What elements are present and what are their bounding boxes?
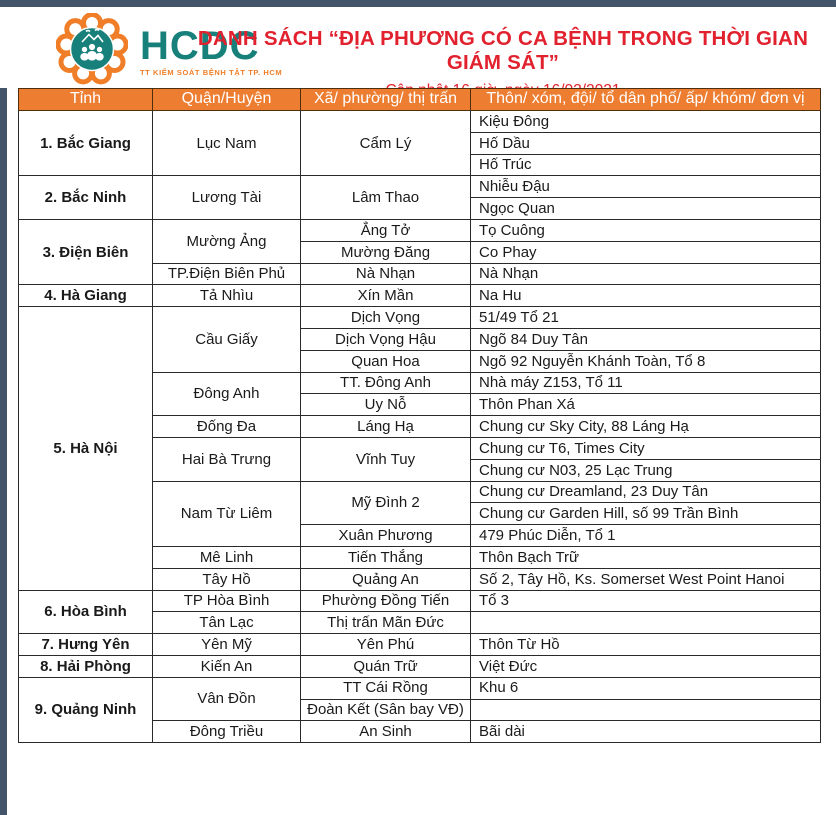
cell-location: Ngõ 84 Duy Tân [471,328,821,350]
cell-province: 4. Hà Giang [19,285,153,307]
cell-district: Tây Hồ [153,568,301,590]
cell-province: 5. Hà Nội [19,307,153,590]
cell-ward: Dịch Vọng Hậu [301,328,471,350]
cell-district: Tân Lạc [153,612,301,634]
cell-location: Thôn Bạch Trữ [471,546,821,568]
cell-ward: Uy Nỗ [301,394,471,416]
cell-ward: Tiến Thắng [301,546,471,568]
cell-district: Tả Nhìu [153,285,301,307]
table-header-row [19,89,821,111]
cell-ward: Nà Nhạn [301,263,471,285]
cell-location: Hố Trúc [471,154,821,176]
cell-district: Lương Tài [153,176,301,220]
cell-location: Hố Dầu [471,132,821,154]
cell-ward: Láng Hạ [301,416,471,438]
cell-ward: Cẩm Lý [301,111,471,176]
cell-location: Tổ 3 [471,590,821,612]
hcdc-logo-icon [56,13,128,90]
cell-district: TP Hòa Bình [153,590,301,612]
cell-ward: Xín Mần [301,285,471,307]
table-row [19,111,821,133]
cell-location: Chung cư Dreamland, 23 Duy Tân [471,481,821,503]
cell-ward: Yên Phú [301,634,471,656]
cell-district: Vân Đồn [153,677,301,721]
cell-ward: Quảng An [301,568,471,590]
cell-location: Chung cư Sky City, 88 Láng Hạ [471,416,821,438]
cell-ward: Ẳng Tở [301,219,471,241]
cell-location: Co Phay [471,241,821,263]
cell-location: Tọ Cuông [471,219,821,241]
cell-district: Mường Ảng [153,219,301,263]
table-row [19,634,821,656]
cell-location: Chung cư N03, 25 Lạc Trung [471,459,821,481]
cell-ward: Quan Hoa [301,350,471,372]
cell-ward: Vĩnh Tuy [301,437,471,481]
cell-district: Nam Từ Liêm [153,481,301,546]
table-row [19,655,821,677]
page-title: DANH SÁCH “ĐỊA PHƯƠNG CÓ CA BỆNH TRONG THỜI GIAN GIÁM SÁT” [197,27,809,74]
cell-location: Thôn Từ Hồ [471,634,821,656]
cell-district: TP.Điện Biên Phủ [153,263,301,285]
hcdc-tagline: TT KIỂM SOÁT BỆNH TẬT TP. HCM [140,68,283,77]
cell-ward: Phường Đồng Tiến [301,590,471,612]
cell-location: Kiệu Đông [471,111,821,133]
table-row [19,590,821,612]
cell-district: Hai Bà Trưng [153,437,301,481]
cell-location: Ngọc Quan [471,198,821,220]
cell-ward: Xuân Phương [301,525,471,547]
cell-ward: TT. Đông Anh [301,372,471,394]
cell-district: Mê Linh [153,546,301,568]
cell-location: Việt Đức [471,655,821,677]
table-row [19,677,821,699]
cell-ward: Mường Đăng [301,241,471,263]
cell-district: Lục Nam [153,111,301,176]
cell-location [471,699,821,721]
cell-ward: Lâm Thao [301,176,471,220]
hcdc-wordmark: HCDC [140,24,260,68]
table-row [19,176,821,198]
cell-district: Đông Anh [153,372,301,416]
cell-ward: Đoàn Kết (Sân bay VĐ) [301,699,471,721]
cell-location: Nà Nhạn [471,263,821,285]
cell-location: Na Hu [471,285,821,307]
table-row [19,219,821,241]
cell-district: Đông Triều [153,721,301,743]
cell-province: 6. Hòa Bình [19,590,153,634]
cell-ward: Thị trấn Mãn Đức [301,612,471,634]
column-header: Quận/Huyện [153,89,301,111]
cell-ward: Quán Trữ [301,655,471,677]
cell-location: Bãi dài [471,721,821,743]
provinces-table [18,88,821,743]
column-header: Tỉnh [19,89,153,111]
cell-location: Chung cư T6, Times City [471,437,821,459]
cell-province: 1. Bắc Giang [19,111,153,176]
table-row [19,285,821,307]
cell-province: 2. Bắc Ninh [19,176,153,220]
cell-district: Cầu Giấy [153,307,301,372]
cell-location: Nhiễu Đậu [471,176,821,198]
column-header: Xã/ phường/ thị trấn [301,89,471,111]
cell-ward: Dịch Vọng [301,307,471,329]
top-border-bar [0,0,836,7]
table-body [19,111,821,743]
cell-location: 51/49 Tổ 21 [471,307,821,329]
cell-ward: An Sinh [301,721,471,743]
cell-location: Ngõ 92 Nguyễn Khánh Toàn, Tổ 8 [471,350,821,372]
cell-district: Yên Mỹ [153,634,301,656]
cell-province: 8. Hải Phòng [19,655,153,677]
cell-location: Nhà máy Z153, Tổ 11 [471,372,821,394]
cell-province: 7. Hưng Yên [19,634,153,656]
table-row [19,307,821,329]
cell-location: Số 2, Tây Hồ, Ks. Somerset West Point Hanoi [471,568,821,590]
cell-province: 9. Quảng Ninh [19,677,153,742]
cell-location: Khu 6 [471,677,821,699]
left-border-bar [0,88,7,815]
cell-ward: Mỹ Đình 2 [301,481,471,525]
cell-ward: TT Cái Rồng [301,677,471,699]
cell-province: 3. Điện Biên [19,219,153,284]
cell-location: 479 Phúc Diễn, Tổ 1 [471,525,821,547]
cell-location: Chung cư Garden Hill, số 99 Trần Bình [471,503,821,525]
cell-location [471,612,821,634]
cell-district: Kiến An [153,655,301,677]
cell-district: Đống Đa [153,416,301,438]
column-header: Thôn/ xóm, đội/ tổ dân phố/ ấp/ khóm/ đơn vị [471,89,821,111]
cell-location: Thôn Phan Xá [471,394,821,416]
